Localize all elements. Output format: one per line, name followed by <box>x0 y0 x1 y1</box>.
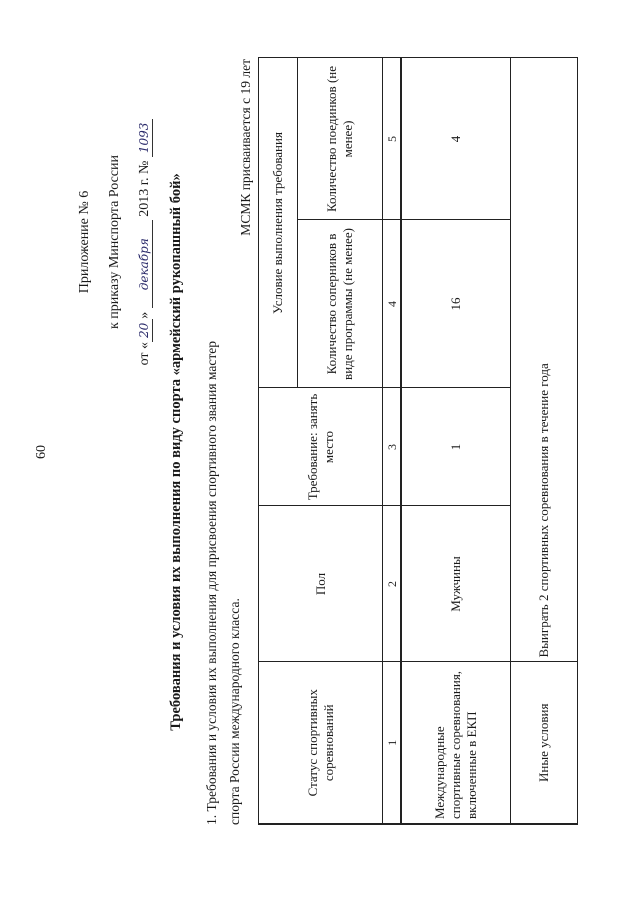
order-reference: к приказу Минспорта России <box>107 155 122 329</box>
appendix-title: Приложение № 6 <box>77 190 92 294</box>
header-fights: Количество поединков (не менее) <box>298 58 383 220</box>
row-opponents: 16 <box>401 220 511 388</box>
header-conditions: Условие выполнения требования <box>259 58 298 388</box>
header-place: Требование: занять место <box>259 388 383 506</box>
row-fights: 4 <box>401 58 511 220</box>
row-status: Международные спортивные соревнования, включенные в ЕКП <box>401 662 511 824</box>
other-conditions-label: Иные условия <box>511 662 578 824</box>
date-prefix: от « <box>137 341 152 366</box>
row-place: 1 <box>401 388 511 506</box>
date-mid: » <box>137 311 152 319</box>
column-number-5: 5 <box>383 58 402 220</box>
row-gender: Мужчины <box>401 506 511 662</box>
requirements-paragraph: 1. Требования и условия их выполнения для присвоения спортивного звания мастер спорта России международного класса. <box>204 341 242 825</box>
column-number-3: 3 <box>383 388 402 506</box>
appendix-header <box>70 77 160 407</box>
document-title: Требования и условия их выполнения по виду спорта «армейский рукопашный бой» <box>168 173 184 731</box>
other-conditions-text: Выиграть 2 спортивных соревнования в течение года <box>511 58 578 662</box>
msmk-age-note: МСМК присваивается с 19 лет <box>238 59 253 236</box>
requirements-table <box>258 57 578 825</box>
order-number-handwritten: 1093 <box>136 119 153 158</box>
date-year: 2013 г. № <box>137 160 152 217</box>
header-opponents: Количество соперников в виде программы (не менее) <box>298 220 383 388</box>
order-date-line <box>130 77 160 407</box>
column-number-1: 1 <box>383 662 402 824</box>
date-day-handwritten: 20 <box>136 319 153 342</box>
page-number: 60 <box>34 445 49 459</box>
header-status: Статус спортивных соревнований <box>259 662 383 824</box>
date-month-handwritten: декабря <box>136 220 153 308</box>
column-number-2: 2 <box>383 506 402 662</box>
document-content <box>70 37 570 867</box>
header-gender: Пол <box>259 506 383 662</box>
column-number-4: 4 <box>383 220 402 388</box>
